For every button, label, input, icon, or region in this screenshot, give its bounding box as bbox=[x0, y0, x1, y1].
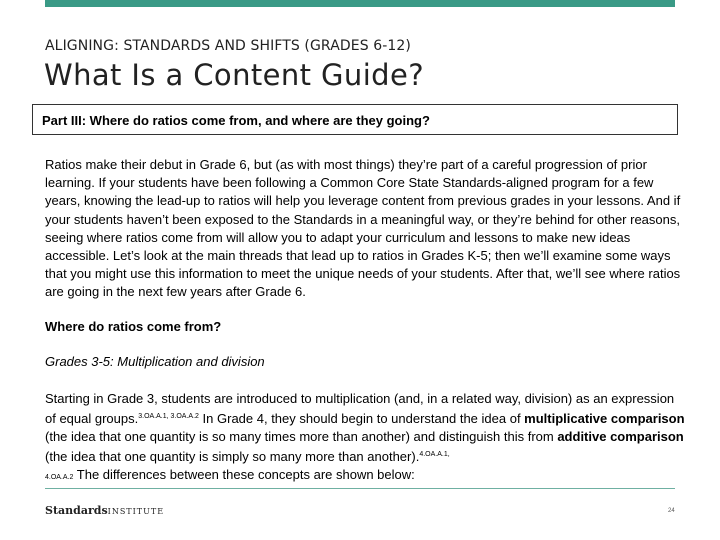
p2-text-3: (the idea that one quantity is so many times more than another) and distinguish this from bbox=[45, 429, 558, 444]
term-additive: additive comparison bbox=[557, 429, 684, 444]
footer-divider bbox=[45, 488, 675, 489]
section-heading: Where do ratios come from? bbox=[45, 319, 222, 334]
logo-text-main: Standards bbox=[45, 504, 108, 517]
standard-ref-1: 3.OA.A.1, 3.OA.A.2 bbox=[138, 413, 199, 420]
multiplication-paragraph bbox=[45, 390, 685, 487]
standard-ref-2: 4.OA.A.1, bbox=[419, 451, 450, 458]
standard-ref-3: 4.OA.A.2 bbox=[45, 474, 74, 481]
top-accent-bar bbox=[45, 0, 675, 7]
section-subtitle: ALIGNING: STANDARDS AND SHIFTS (GRADES 6-12) bbox=[45, 38, 411, 54]
term-multiplicative: multiplicative comparison bbox=[524, 411, 685, 426]
p2-text-4: (the idea that one quantity is simply so many more than another). bbox=[45, 449, 420, 464]
intro-paragraph: Ratios make their debut in Grade 6, but (as with most things) they’re part of a careful progression of prior learning. If your students have been following a Common Core State Standards-aligned program for a few years, knowing the lead-up to ratios will help you leverage content from previous grades in your lessons. And if your students haven’t been exposed to the Standards in a meaningful way, or they’re behind for other reasons, seeing where ratios come from will allow you to adapt your curriculum and lessons to make new ideas accessible. Let’s look at the main threads that lead up to ratios in Grades K-5; then we’ll examine some ways that you might use this information to meet the unique needs of your students. After that, we’ll see where ratios are going in the next few years after Grade 6. bbox=[45, 157, 681, 300]
logo-text-sub: INSTITUTE bbox=[107, 507, 165, 516]
p2-text-1: Starting in Grade 3, students are introduced to multiplication (and, in a related way, division) as an expression of equal groups. bbox=[45, 391, 675, 426]
page-title: What Is a Content Guide? bbox=[44, 58, 424, 92]
page-number: 24 bbox=[668, 508, 675, 514]
content-excerpt bbox=[32, 104, 685, 482]
part-title: Part III: Where do ratios come from, and where are they going? bbox=[42, 113, 430, 128]
p2-text-2: In Grade 4, they should begin to understand the idea of bbox=[198, 411, 525, 426]
grades-subheading: Grades 3-5: Multiplication and division bbox=[45, 354, 265, 369]
p2-text-5: The differences between these concepts are shown below: bbox=[73, 467, 415, 482]
part-title-box bbox=[32, 104, 678, 135]
standards-institute-logo bbox=[45, 504, 164, 517]
